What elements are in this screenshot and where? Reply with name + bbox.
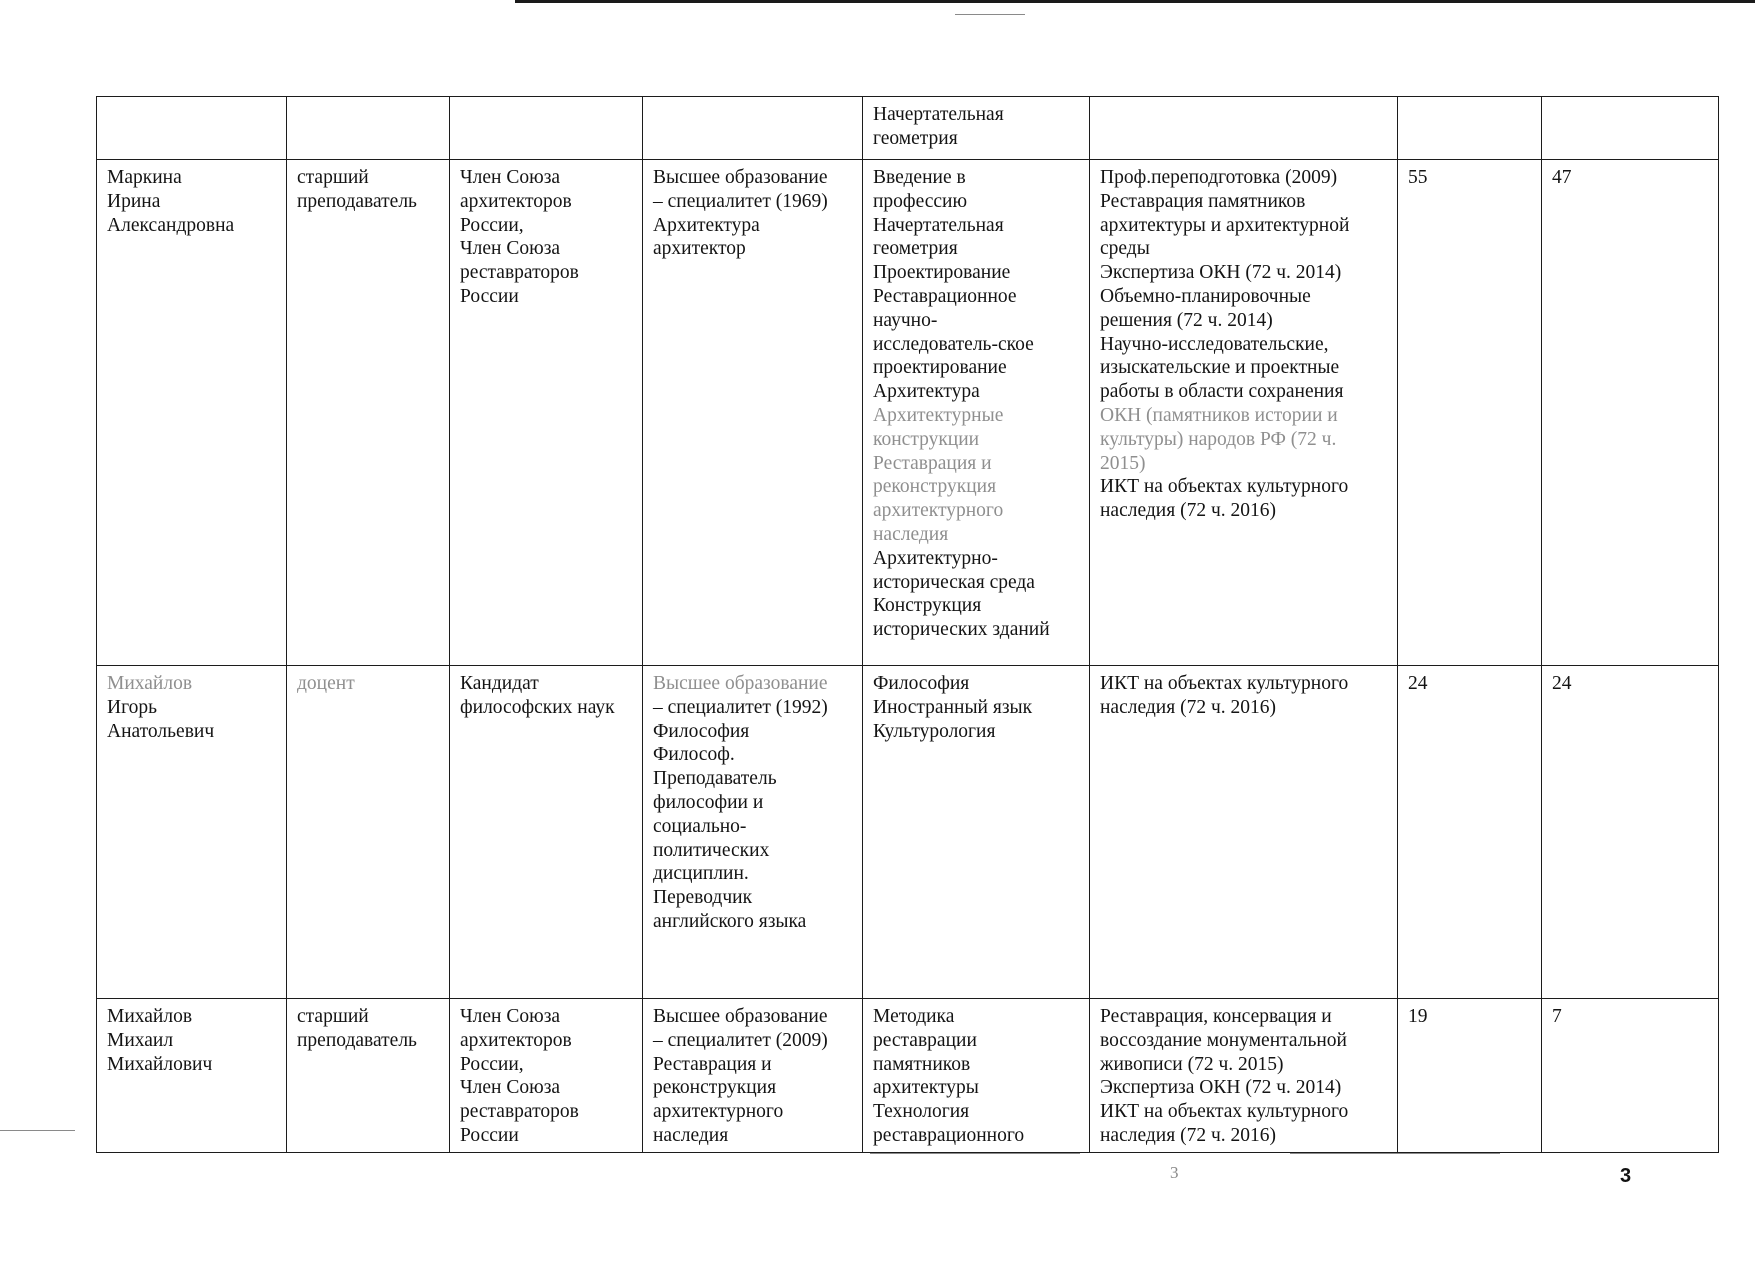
name-faded-text: Михайлов <box>107 673 193 694</box>
training-cell <box>1090 160 1398 666</box>
disciplines-cell: Методика реставрации памятников архитектуры Технология реставрационного <box>863 999 1090 1153</box>
teaching-experience-cell: 47 <box>1542 160 1719 666</box>
total-experience-cell: 19 <box>1398 999 1542 1153</box>
title-cell: Член Союза архитекторов России, Член Союза реставраторов России <box>450 999 643 1153</box>
disciplines-cell <box>863 160 1090 666</box>
position-cell: старший преподаватель <box>287 999 450 1153</box>
page-number: 3 <box>1620 1165 1632 1187</box>
disciplines-cell: Начертательная геометрия <box>863 97 1090 160</box>
education-faded-text: Высшее образование <box>653 673 828 694</box>
training-cell: Реставрация, консервация и воссоздание монументальной живописи (72 ч. 2015) Экспертиза ОКН (72 ч. 2014) ИКТ на объектах культурного наследия (72 ч. 2016) <box>1090 999 1398 1153</box>
page-number-center: 3 <box>1170 1163 1179 1182</box>
title-cell <box>450 97 643 160</box>
position-cell: доцент <box>287 666 450 999</box>
training-cell: ИКТ на объектах культурного наследия (72 ч. 2016) <box>1090 666 1398 999</box>
title-cell: Член Союза архитекторов России, Член Союза реставраторов России <box>450 160 643 666</box>
name-cell: Михайлов Михаил Михайлович <box>97 999 287 1153</box>
name-text: Игорь Анатольевич <box>107 696 215 742</box>
table-row <box>97 97 1719 160</box>
disciplines-tail-text: Архитектурно- историческая среда Конструкция исторических зданий <box>873 547 1050 641</box>
disciplines-text: Введение в профессию Начертательная геометрия Проектирование Реставрационное научно- исследователь-ское проектирование Архитектура <box>873 167 1034 403</box>
training-tail-text: ИКТ на объектах культурного наследия (72 ч. 2016) <box>1100 476 1349 522</box>
teaching-experience-cell <box>1542 97 1719 160</box>
name-cell <box>97 97 287 160</box>
education-cell: Высшее образование – специалитет (1969) Архитектура архитектор <box>643 160 863 666</box>
table-row <box>97 160 1719 666</box>
education-cell <box>643 97 863 160</box>
disciplines-cell: Философия Иностранный язык Культурология <box>863 666 1090 999</box>
disciplines-faded-text: Архитектурные конструкции Реставрация и реконструкция архитектурного наследия <box>873 404 1004 545</box>
scan-artifact <box>955 14 1025 15</box>
staff-table <box>96 96 1719 1153</box>
teaching-experience-cell: 7 <box>1542 999 1719 1153</box>
scan-artifact <box>0 1130 75 1131</box>
title-cell: Кандидат философских наук <box>450 666 643 999</box>
total-experience-cell: 55 <box>1398 160 1542 666</box>
teaching-experience-cell: 24 <box>1542 666 1719 999</box>
position-cell <box>287 97 450 160</box>
training-cell <box>1090 97 1398 160</box>
name-cell: Маркина Ирина Александровна <box>97 160 287 666</box>
name-cell <box>97 666 287 999</box>
scan-artifact <box>870 1153 1080 1154</box>
position-cell: старший преподаватель <box>287 160 450 666</box>
table-row <box>97 999 1719 1153</box>
table-row <box>97 666 1719 999</box>
training-faded-text: ОКН (памятников истории и культуры) народов РФ (72 ч. 2015) <box>1100 404 1338 474</box>
total-experience-cell: 24 <box>1398 666 1542 999</box>
education-cell <box>643 666 863 999</box>
scan-artifact <box>1290 1153 1500 1154</box>
education-text: – специалитет (1992) Философия Философ. Преподаватель философии и социально- политических дисциплин. Переводчик английского языка <box>653 696 828 932</box>
training-text: Проф.переподготовка (2009) Реставрация памятников архитектуры и архитектурной среды Экспертиза ОКН (72 ч. 2014) Объемно-планировочные решения (72 ч. 2014) Научно-исследовательские, изыскательские и проектные работы в области сохранения <box>1100 167 1350 403</box>
total-experience-cell <box>1398 97 1542 160</box>
scan-top-rule <box>515 0 1755 3</box>
education-cell: Высшее образование – специалитет (2009) Реставрация и реконструкция архитектурного наследия <box>643 999 863 1153</box>
